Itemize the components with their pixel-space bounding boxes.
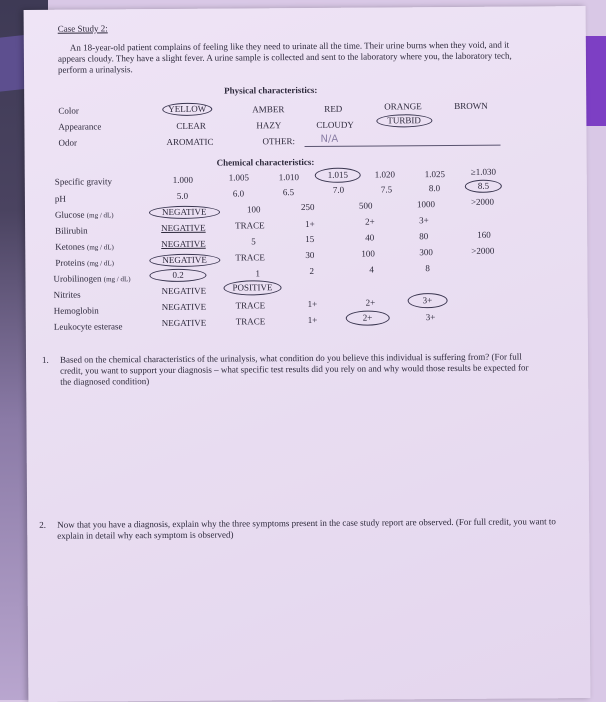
value: 6.0 bbox=[232, 188, 245, 199]
value: NEGATIVE bbox=[161, 285, 207, 297]
color-option-amber: AMBER bbox=[252, 104, 285, 115]
color-option-brown: BROWN bbox=[454, 100, 488, 111]
value: TRACE bbox=[235, 316, 266, 327]
value: 30 bbox=[305, 249, 315, 261]
value: 1000 bbox=[416, 199, 435, 210]
value: 7.5 bbox=[380, 184, 393, 195]
value-selected: 8.5 bbox=[465, 180, 502, 193]
row-label-hemoglobin: Hemoglobin bbox=[53, 305, 99, 316]
value: NEGATIVE bbox=[161, 317, 207, 329]
value: 5.0 bbox=[176, 190, 189, 201]
value: 1.005 bbox=[228, 172, 250, 183]
odor-option-aromatic: AROMATIC bbox=[166, 136, 214, 147]
value: 100 bbox=[361, 248, 375, 259]
value-selected: POSITIVE bbox=[223, 280, 281, 295]
value: 1+ bbox=[307, 298, 318, 309]
value: >2000 bbox=[470, 196, 495, 207]
value: 5 bbox=[251, 236, 256, 247]
odor-answer-line bbox=[305, 145, 501, 147]
value: >2000 bbox=[471, 245, 495, 256]
value: 1.000 bbox=[172, 174, 194, 185]
question-2-number: 2. bbox=[39, 519, 46, 530]
value: 8.0 bbox=[428, 183, 441, 194]
appearance-option-clear: CLEAR bbox=[176, 120, 206, 131]
case-study-title: Case Study 2: bbox=[57, 23, 108, 34]
value: 250 bbox=[300, 201, 315, 213]
value: 8 bbox=[425, 263, 430, 274]
value: TRACE bbox=[235, 220, 265, 231]
odor-label: Odor bbox=[58, 137, 78, 148]
case-intro: An 18-year-old patient complains of feeling like they need to urinate all the time. Their urine burns when they void, and it appears cloudy. They have a slight fever. A urine sample is collected and sent to the laboratory where you, the laboratory tech, perform a urinalysis. bbox=[57, 39, 512, 75]
value: 1.010 bbox=[278, 172, 300, 183]
question-1-number: 1. bbox=[41, 354, 49, 365]
value: 160 bbox=[477, 229, 491, 240]
value: 1.025 bbox=[424, 169, 446, 180]
value: 1+ bbox=[305, 218, 315, 230]
value: 80 bbox=[419, 231, 429, 242]
value: ≥1.030 bbox=[470, 166, 496, 177]
color-label: Color bbox=[58, 105, 79, 116]
color-option-orange: ORANGE bbox=[384, 101, 422, 112]
value-selected: NEGATIVE bbox=[161, 238, 206, 250]
worksheet-page bbox=[24, 6, 591, 702]
row-label-leukocyte-esterase: Leukocyte esterase bbox=[53, 321, 123, 332]
value: 7.0 bbox=[332, 184, 345, 195]
value-selected: 3+ bbox=[408, 293, 448, 308]
value: 1.020 bbox=[374, 169, 396, 180]
value: 300 bbox=[419, 247, 433, 258]
row-label-ph: pH bbox=[54, 193, 66, 204]
appearance-label: Appearance bbox=[58, 121, 102, 132]
value: 2+ bbox=[365, 297, 376, 308]
value: 1+ bbox=[307, 314, 318, 325]
row-label-ketones: Ketones (mg / dL) bbox=[55, 241, 114, 252]
row-label-specific-gravity: Specific gravity bbox=[54, 176, 113, 187]
appearance-option-cloudy: CLOUDY bbox=[316, 119, 354, 130]
value: 3+ bbox=[419, 215, 429, 226]
appearance-option-turbid: TURBID bbox=[376, 114, 432, 127]
question-2-text: Now that you have a diagnosis, explain why the three symptoms present in the case study report are observed. (For full credit, you want to explain in detail why each symptom is observed) bbox=[57, 516, 556, 541]
value: 2 bbox=[309, 265, 314, 276]
value: 3+ bbox=[425, 312, 436, 323]
value-selected: 1.015 bbox=[315, 168, 361, 183]
value: NEGATIVE bbox=[161, 301, 207, 313]
row-label-proteins: Proteins (mg / dL) bbox=[55, 257, 114, 268]
value-selected: NEGATIVE bbox=[161, 222, 206, 234]
color-option-yellow: YELLOW bbox=[162, 103, 212, 116]
value: 1 bbox=[255, 268, 260, 279]
value: 500 bbox=[358, 200, 373, 211]
odor-other-answer: N/A bbox=[320, 133, 339, 145]
question-1-text: Based on the chemical characteristics of the urinalysis, what condition do you believe this individual is suffering from? (For full credit, you want to support your diagnosis – what specific test results did you rely on and why would those results be expected for the diagnosed condition) bbox=[59, 351, 529, 387]
chemical-heading: Chemical characteristics: bbox=[216, 156, 315, 168]
value-selected: NEGATIVE bbox=[149, 206, 220, 219]
value: TRACE bbox=[235, 252, 265, 263]
value: 6.5 bbox=[282, 187, 295, 198]
color-option-red: RED bbox=[324, 103, 343, 114]
odor-option-other: OTHER: bbox=[262, 136, 296, 147]
value: 4 bbox=[369, 264, 374, 275]
row-label-nitrites: Nitrites bbox=[53, 289, 81, 300]
value: TRACE bbox=[235, 300, 266, 311]
row-label-glucose: Glucose (mg / dL) bbox=[54, 209, 114, 220]
row-label-bilirubin: Bilirubin bbox=[55, 225, 88, 236]
value: 15 bbox=[305, 233, 315, 245]
value-selected: NEGATIVE bbox=[149, 254, 220, 267]
physical-heading: Physical characteristics: bbox=[224, 84, 318, 96]
value: 100 bbox=[246, 204, 261, 215]
appearance-option-hazy: HAZY bbox=[256, 120, 282, 131]
value: 2+ bbox=[365, 216, 375, 227]
value-selected: 2+ bbox=[346, 310, 390, 325]
row-label-urobilinogen: Urobilinogen (mg / dL) bbox=[53, 273, 131, 284]
value: 40 bbox=[365, 232, 375, 243]
value-selected: 0.2 bbox=[149, 269, 206, 282]
